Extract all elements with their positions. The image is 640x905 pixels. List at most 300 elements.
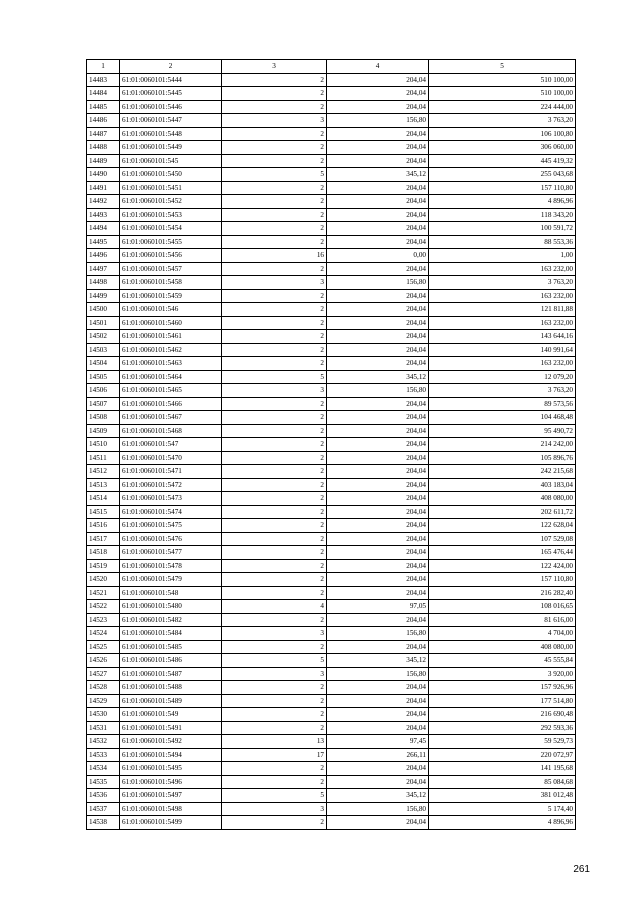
header-row bbox=[87, 60, 576, 74]
rate-cell: 266,11 bbox=[327, 748, 429, 762]
row-number-cell: 14520 bbox=[87, 573, 120, 587]
cadastral-number-cell: 61:01:0060101:5495 bbox=[120, 762, 222, 776]
table-body bbox=[87, 73, 576, 829]
cadastral-number-cell: 61:01:0060101:5463 bbox=[120, 357, 222, 371]
category-cell: 13 bbox=[222, 735, 327, 749]
rate-cell: 204,04 bbox=[327, 532, 429, 546]
rate-cell: 345,12 bbox=[327, 654, 429, 668]
row-number-cell: 14524 bbox=[87, 627, 120, 641]
rate-cell: 204,04 bbox=[327, 546, 429, 560]
cadastral-number-cell: 61:01:0060101:5470 bbox=[120, 451, 222, 465]
column-header-4: 4 bbox=[327, 60, 429, 74]
value-cell: 140 991,64 bbox=[429, 343, 576, 357]
table-row bbox=[87, 141, 576, 155]
cadastral-number-cell: 61:01:0060101:5458 bbox=[120, 276, 222, 290]
row-number-cell: 14519 bbox=[87, 559, 120, 573]
cadastral-number-cell: 61:01:0060101:549 bbox=[120, 708, 222, 722]
rate-cell: 204,04 bbox=[327, 721, 429, 735]
cadastral-number-cell: 61:01:0060101:5450 bbox=[120, 168, 222, 182]
rate-cell: 156,80 bbox=[327, 802, 429, 816]
value-cell: 100 591,72 bbox=[429, 222, 576, 236]
value-cell: 214 242,00 bbox=[429, 438, 576, 452]
table-row bbox=[87, 519, 576, 533]
cadastral-number-cell: 61:01:0060101:5475 bbox=[120, 519, 222, 533]
category-cell: 2 bbox=[222, 424, 327, 438]
category-cell: 2 bbox=[222, 357, 327, 371]
category-cell: 2 bbox=[222, 141, 327, 155]
cadastral-number-cell: 61:01:0060101:5494 bbox=[120, 748, 222, 762]
table-row bbox=[87, 505, 576, 519]
category-cell: 17 bbox=[222, 748, 327, 762]
row-number-cell: 14494 bbox=[87, 222, 120, 236]
value-cell: 45 555,84 bbox=[429, 654, 576, 668]
cadastral-number-cell: 61:01:0060101:5488 bbox=[120, 681, 222, 695]
rate-cell: 204,04 bbox=[327, 289, 429, 303]
row-number-cell: 14537 bbox=[87, 802, 120, 816]
cadastral-number-cell: 61:01:0060101:5447 bbox=[120, 114, 222, 128]
category-cell: 2 bbox=[222, 816, 327, 830]
row-number-cell: 14485 bbox=[87, 100, 120, 114]
category-cell: 2 bbox=[222, 573, 327, 587]
rate-cell: 204,04 bbox=[327, 73, 429, 87]
row-number-cell: 14499 bbox=[87, 289, 120, 303]
rate-cell: 204,04 bbox=[327, 424, 429, 438]
row-number-cell: 14504 bbox=[87, 357, 120, 371]
cadastral-number-cell: 61:01:0060101:548 bbox=[120, 586, 222, 600]
cadastral-number-cell: 61:01:0060101:547 bbox=[120, 438, 222, 452]
rate-cell: 204,04 bbox=[327, 154, 429, 168]
rate-cell: 156,80 bbox=[327, 384, 429, 398]
value-cell: 108 016,65 bbox=[429, 600, 576, 614]
category-cell: 2 bbox=[222, 181, 327, 195]
rate-cell: 204,04 bbox=[327, 613, 429, 627]
row-number-cell: 14496 bbox=[87, 249, 120, 263]
value-cell: 165 476,44 bbox=[429, 546, 576, 560]
cadastral-number-cell: 61:01:0060101:5477 bbox=[120, 546, 222, 560]
row-number-cell: 14510 bbox=[87, 438, 120, 452]
category-cell: 2 bbox=[222, 87, 327, 101]
category-cell: 4 bbox=[222, 600, 327, 614]
row-number-cell: 14487 bbox=[87, 127, 120, 141]
row-number-cell: 14489 bbox=[87, 154, 120, 168]
rate-cell: 204,04 bbox=[327, 316, 429, 330]
cadastral-number-cell: 61:01:0060101:5472 bbox=[120, 478, 222, 492]
cadastral-number-cell: 61:01:0060101:5457 bbox=[120, 262, 222, 276]
category-cell: 2 bbox=[222, 681, 327, 695]
cadastral-number-cell: 61:01:0060101:5452 bbox=[120, 195, 222, 209]
cadastral-number-cell: 61:01:0060101:5485 bbox=[120, 640, 222, 654]
value-cell: 3 763,20 bbox=[429, 276, 576, 290]
value-cell: 107 529,08 bbox=[429, 532, 576, 546]
row-number-cell: 14495 bbox=[87, 235, 120, 249]
table-row bbox=[87, 775, 576, 789]
rate-cell: 204,04 bbox=[327, 775, 429, 789]
value-cell: 1,00 bbox=[429, 249, 576, 263]
row-number-cell: 14533 bbox=[87, 748, 120, 762]
table-row bbox=[87, 532, 576, 546]
row-number-cell: 14500 bbox=[87, 303, 120, 317]
value-cell: 12 079,20 bbox=[429, 370, 576, 384]
table-row bbox=[87, 613, 576, 627]
register-table bbox=[86, 59, 576, 830]
cadastral-number-cell: 61:01:0060101:5448 bbox=[120, 127, 222, 141]
cadastral-number-cell: 61:01:0060101:5464 bbox=[120, 370, 222, 384]
category-cell: 3 bbox=[222, 802, 327, 816]
rate-cell: 204,04 bbox=[327, 762, 429, 776]
cadastral-number-cell: 61:01:0060101:5445 bbox=[120, 87, 222, 101]
rate-cell: 204,04 bbox=[327, 343, 429, 357]
page-number: 261 bbox=[573, 864, 590, 875]
category-cell: 2 bbox=[222, 559, 327, 573]
rate-cell: 156,80 bbox=[327, 667, 429, 681]
row-number-cell: 14518 bbox=[87, 546, 120, 560]
cadastral-number-cell: 61:01:0060101:5444 bbox=[120, 73, 222, 87]
row-number-cell: 14517 bbox=[87, 532, 120, 546]
row-number-cell: 14515 bbox=[87, 505, 120, 519]
category-cell: 2 bbox=[222, 505, 327, 519]
row-number-cell: 14512 bbox=[87, 465, 120, 479]
value-cell: 3 920,00 bbox=[429, 667, 576, 681]
row-number-cell: 14529 bbox=[87, 694, 120, 708]
table-row bbox=[87, 492, 576, 506]
rate-cell: 156,80 bbox=[327, 627, 429, 641]
table-row bbox=[87, 370, 576, 384]
row-number-cell: 14508 bbox=[87, 411, 120, 425]
cadastral-number-cell: 61:01:0060101:5482 bbox=[120, 613, 222, 627]
table-row bbox=[87, 735, 576, 749]
cadastral-number-cell: 61:01:0060101:5484 bbox=[120, 627, 222, 641]
value-cell: 122 628,04 bbox=[429, 519, 576, 533]
row-number-cell: 14516 bbox=[87, 519, 120, 533]
value-cell: 163 232,00 bbox=[429, 262, 576, 276]
rate-cell: 204,04 bbox=[327, 586, 429, 600]
rate-cell: 204,04 bbox=[327, 411, 429, 425]
table-row bbox=[87, 708, 576, 722]
rate-cell: 204,04 bbox=[327, 262, 429, 276]
value-cell: 177 514,80 bbox=[429, 694, 576, 708]
category-cell: 2 bbox=[222, 343, 327, 357]
value-cell: 157 110,80 bbox=[429, 181, 576, 195]
value-cell: 85 084,68 bbox=[429, 775, 576, 789]
cadastral-number-cell: 61:01:0060101:5446 bbox=[120, 100, 222, 114]
table-row bbox=[87, 640, 576, 654]
table-row bbox=[87, 154, 576, 168]
value-cell: 59 529,73 bbox=[429, 735, 576, 749]
category-cell: 2 bbox=[222, 222, 327, 236]
category-cell: 2 bbox=[222, 330, 327, 344]
cadastral-number-cell: 61:01:0060101:5453 bbox=[120, 208, 222, 222]
category-cell: 2 bbox=[222, 303, 327, 317]
row-number-cell: 14501 bbox=[87, 316, 120, 330]
rate-cell: 97,45 bbox=[327, 735, 429, 749]
value-cell: 157 110,80 bbox=[429, 573, 576, 587]
rate-cell: 204,04 bbox=[327, 141, 429, 155]
table-row bbox=[87, 343, 576, 357]
table-row bbox=[87, 73, 576, 87]
rate-cell: 204,04 bbox=[327, 438, 429, 452]
table-row bbox=[87, 262, 576, 276]
table-row bbox=[87, 235, 576, 249]
table-row bbox=[87, 789, 576, 803]
value-cell: 163 232,00 bbox=[429, 316, 576, 330]
category-cell: 2 bbox=[222, 694, 327, 708]
value-cell: 242 215,68 bbox=[429, 465, 576, 479]
row-number-cell: 14490 bbox=[87, 168, 120, 182]
table-row bbox=[87, 438, 576, 452]
table-row bbox=[87, 168, 576, 182]
rate-cell: 345,12 bbox=[327, 789, 429, 803]
row-number-cell: 14538 bbox=[87, 816, 120, 830]
cadastral-number-cell: 61:01:0060101:5449 bbox=[120, 141, 222, 155]
category-cell: 3 bbox=[222, 276, 327, 290]
value-cell: 81 616,00 bbox=[429, 613, 576, 627]
category-cell: 2 bbox=[222, 451, 327, 465]
category-cell: 3 bbox=[222, 384, 327, 398]
category-cell: 5 bbox=[222, 654, 327, 668]
table-row bbox=[87, 654, 576, 668]
category-cell: 2 bbox=[222, 289, 327, 303]
row-number-cell: 14530 bbox=[87, 708, 120, 722]
cadastral-number-cell: 61:01:0060101:5451 bbox=[120, 181, 222, 195]
table-row bbox=[87, 181, 576, 195]
cadastral-number-cell: 61:01:0060101:5486 bbox=[120, 654, 222, 668]
rate-cell: 156,80 bbox=[327, 114, 429, 128]
rate-cell: 204,04 bbox=[327, 222, 429, 236]
cadastral-number-cell: 61:01:0060101:5487 bbox=[120, 667, 222, 681]
value-cell: 4 896,96 bbox=[429, 816, 576, 830]
row-number-cell: 14506 bbox=[87, 384, 120, 398]
category-cell: 3 bbox=[222, 627, 327, 641]
table-row bbox=[87, 586, 576, 600]
row-number-cell: 14484 bbox=[87, 87, 120, 101]
value-cell: 95 490,72 bbox=[429, 424, 576, 438]
row-number-cell: 14505 bbox=[87, 370, 120, 384]
category-cell: 2 bbox=[222, 195, 327, 209]
value-cell: 408 080,00 bbox=[429, 640, 576, 654]
value-cell: 118 343,20 bbox=[429, 208, 576, 222]
category-cell: 2 bbox=[222, 532, 327, 546]
row-number-cell: 14507 bbox=[87, 397, 120, 411]
cadastral-number-cell: 61:01:0060101:5460 bbox=[120, 316, 222, 330]
category-cell: 5 bbox=[222, 789, 327, 803]
category-cell: 2 bbox=[222, 762, 327, 776]
column-header-3: 3 bbox=[222, 60, 327, 74]
row-number-cell: 14523 bbox=[87, 613, 120, 627]
row-number-cell: 14536 bbox=[87, 789, 120, 803]
cadastral-number-cell: 61:01:0060101:5461 bbox=[120, 330, 222, 344]
category-cell: 2 bbox=[222, 478, 327, 492]
rate-cell: 204,04 bbox=[327, 559, 429, 573]
rate-cell: 204,04 bbox=[327, 708, 429, 722]
value-cell: 3 763,20 bbox=[429, 114, 576, 128]
rate-cell: 0,00 bbox=[327, 249, 429, 263]
value-cell: 306 060,00 bbox=[429, 141, 576, 155]
rate-cell: 204,04 bbox=[327, 451, 429, 465]
table-row bbox=[87, 411, 576, 425]
category-cell: 2 bbox=[222, 73, 327, 87]
table-row bbox=[87, 424, 576, 438]
table-row bbox=[87, 816, 576, 830]
table-row bbox=[87, 289, 576, 303]
rate-cell: 204,04 bbox=[327, 127, 429, 141]
value-cell: 292 593,36 bbox=[429, 721, 576, 735]
category-cell: 2 bbox=[222, 127, 327, 141]
cadastral-number-cell: 61:01:0060101:5474 bbox=[120, 505, 222, 519]
table-row bbox=[87, 87, 576, 101]
value-cell: 3 763,20 bbox=[429, 384, 576, 398]
column-header-2: 2 bbox=[120, 60, 222, 74]
rate-cell: 204,04 bbox=[327, 195, 429, 209]
rate-cell: 204,04 bbox=[327, 478, 429, 492]
rate-cell: 345,12 bbox=[327, 370, 429, 384]
rate-cell: 204,04 bbox=[327, 492, 429, 506]
table-row bbox=[87, 276, 576, 290]
value-cell: 157 926,96 bbox=[429, 681, 576, 695]
table-row bbox=[87, 667, 576, 681]
rate-cell: 204,04 bbox=[327, 87, 429, 101]
cadastral-number-cell: 61:01:0060101:545 bbox=[120, 154, 222, 168]
value-cell: 141 195,68 bbox=[429, 762, 576, 776]
value-cell: 408 080,00 bbox=[429, 492, 576, 506]
row-number-cell: 14511 bbox=[87, 451, 120, 465]
cadastral-number-cell: 61:01:0060101:5467 bbox=[120, 411, 222, 425]
table-row bbox=[87, 303, 576, 317]
cadastral-number-cell: 61:01:0060101:5489 bbox=[120, 694, 222, 708]
value-cell: 163 232,00 bbox=[429, 289, 576, 303]
value-cell: 445 419,32 bbox=[429, 154, 576, 168]
table-row bbox=[87, 721, 576, 735]
value-cell: 216 690,48 bbox=[429, 708, 576, 722]
row-number-cell: 14525 bbox=[87, 640, 120, 654]
table-row bbox=[87, 802, 576, 816]
category-cell: 2 bbox=[222, 640, 327, 654]
table-row bbox=[87, 222, 576, 236]
cadastral-number-cell: 61:01:0060101:5454 bbox=[120, 222, 222, 236]
table-row bbox=[87, 384, 576, 398]
rate-cell: 204,04 bbox=[327, 816, 429, 830]
row-number-cell: 14526 bbox=[87, 654, 120, 668]
category-cell: 5 bbox=[222, 168, 327, 182]
rate-cell: 204,04 bbox=[327, 505, 429, 519]
rate-cell: 204,04 bbox=[327, 208, 429, 222]
value-cell: 403 183,04 bbox=[429, 478, 576, 492]
value-cell: 104 468,48 bbox=[429, 411, 576, 425]
cadastral-number-cell: 61:01:0060101:5492 bbox=[120, 735, 222, 749]
table-row bbox=[87, 100, 576, 114]
table-row bbox=[87, 465, 576, 479]
rate-cell: 204,04 bbox=[327, 465, 429, 479]
table-row bbox=[87, 316, 576, 330]
rate-cell: 204,04 bbox=[327, 640, 429, 654]
rate-cell: 204,04 bbox=[327, 694, 429, 708]
table-row bbox=[87, 627, 576, 641]
rate-cell: 204,04 bbox=[327, 519, 429, 533]
rate-cell: 204,04 bbox=[327, 181, 429, 195]
row-number-cell: 14493 bbox=[87, 208, 120, 222]
row-number-cell: 14502 bbox=[87, 330, 120, 344]
value-cell: 105 896,76 bbox=[429, 451, 576, 465]
value-cell: 4 896,96 bbox=[429, 195, 576, 209]
category-cell: 2 bbox=[222, 708, 327, 722]
value-cell: 255 043,68 bbox=[429, 168, 576, 182]
category-cell: 2 bbox=[222, 721, 327, 735]
row-number-cell: 14509 bbox=[87, 424, 120, 438]
row-number-cell: 14532 bbox=[87, 735, 120, 749]
cadastral-number-cell: 61:01:0060101:546 bbox=[120, 303, 222, 317]
value-cell: 121 811,88 bbox=[429, 303, 576, 317]
category-cell: 5 bbox=[222, 370, 327, 384]
row-number-cell: 14531 bbox=[87, 721, 120, 735]
category-cell: 2 bbox=[222, 262, 327, 276]
table-row bbox=[87, 600, 576, 614]
rate-cell: 97,05 bbox=[327, 600, 429, 614]
table-row bbox=[87, 114, 576, 128]
rate-cell: 204,04 bbox=[327, 235, 429, 249]
table-row bbox=[87, 694, 576, 708]
row-number-cell: 14483 bbox=[87, 73, 120, 87]
value-cell: 89 573,56 bbox=[429, 397, 576, 411]
rate-cell: 345,12 bbox=[327, 168, 429, 182]
category-cell: 2 bbox=[222, 316, 327, 330]
table-row bbox=[87, 546, 576, 560]
value-cell: 163 232,00 bbox=[429, 357, 576, 371]
row-number-cell: 14513 bbox=[87, 478, 120, 492]
value-cell: 106 100,80 bbox=[429, 127, 576, 141]
value-cell: 202 611,72 bbox=[429, 505, 576, 519]
row-number-cell: 14488 bbox=[87, 141, 120, 155]
table-row bbox=[87, 748, 576, 762]
category-cell: 2 bbox=[222, 492, 327, 506]
table-row bbox=[87, 208, 576, 222]
cadastral-number-cell: 61:01:0060101:5465 bbox=[120, 384, 222, 398]
rate-cell: 204,04 bbox=[327, 397, 429, 411]
row-number-cell: 14498 bbox=[87, 276, 120, 290]
cadastral-number-cell: 61:01:0060101:5491 bbox=[120, 721, 222, 735]
category-cell: 2 bbox=[222, 235, 327, 249]
rate-cell: 204,04 bbox=[327, 303, 429, 317]
row-number-cell: 14528 bbox=[87, 681, 120, 695]
rate-cell: 204,04 bbox=[327, 681, 429, 695]
rate-cell: 156,80 bbox=[327, 276, 429, 290]
row-number-cell: 14527 bbox=[87, 667, 120, 681]
value-cell: 510 100,00 bbox=[429, 87, 576, 101]
table-row bbox=[87, 762, 576, 776]
row-number-cell: 14492 bbox=[87, 195, 120, 209]
category-cell: 2 bbox=[222, 208, 327, 222]
value-cell: 216 282,40 bbox=[429, 586, 576, 600]
category-cell: 3 bbox=[222, 114, 327, 128]
category-cell: 16 bbox=[222, 249, 327, 263]
cadastral-number-cell: 61:01:0060101:5476 bbox=[120, 532, 222, 546]
cadastral-number-cell: 61:01:0060101:5479 bbox=[120, 573, 222, 587]
table-row bbox=[87, 397, 576, 411]
row-number-cell: 14534 bbox=[87, 762, 120, 776]
value-cell: 143 644,16 bbox=[429, 330, 576, 344]
row-number-cell: 14497 bbox=[87, 262, 120, 276]
rate-cell: 204,04 bbox=[327, 357, 429, 371]
cadastral-number-cell: 61:01:0060101:5466 bbox=[120, 397, 222, 411]
table-row bbox=[87, 249, 576, 263]
value-cell: 122 424,00 bbox=[429, 559, 576, 573]
table-row bbox=[87, 681, 576, 695]
value-cell: 381 012,48 bbox=[429, 789, 576, 803]
category-cell: 2 bbox=[222, 613, 327, 627]
table-row bbox=[87, 478, 576, 492]
value-cell: 224 444,00 bbox=[429, 100, 576, 114]
value-cell: 510 100,00 bbox=[429, 73, 576, 87]
cadastral-number-cell: 61:01:0060101:5480 bbox=[120, 600, 222, 614]
cadastral-number-cell: 61:01:0060101:5456 bbox=[120, 249, 222, 263]
